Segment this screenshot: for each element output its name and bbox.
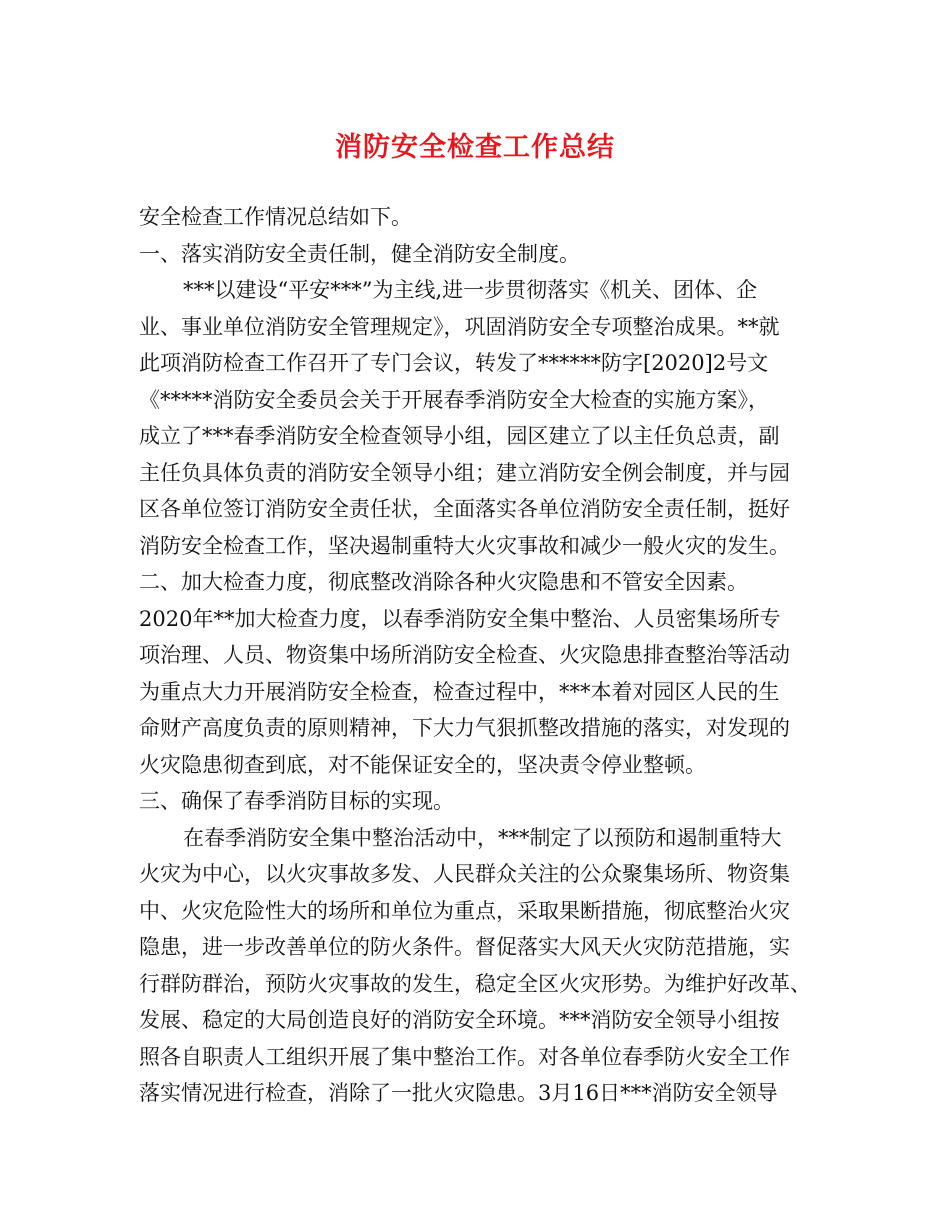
body-line: 区各单位签订消防安全责任状，全面落实各单位消防安全责任制，挺好 (139, 497, 790, 521)
body-line: 项治理、人员、物资集中场所消防安全检查、火灾隐患排查整治等活动 (139, 643, 790, 667)
body-line: 成立了***春季消防安全检查领导小组，园区建立了以主任负总责，副 (139, 424, 780, 448)
body-line: 业、事业单位消防安全管理规定》，巩固消防安全专项整治成果。**就 (139, 314, 780, 339)
body-line: 为重点大力开展消防安全检查，检查过程中，***本着对园区人民的生 (139, 679, 780, 704)
body-line: 在春季消防安全集中整治活动中，***制定了以预防和遏制重特大 (183, 825, 782, 850)
body-line: 隐患，进一步改善单位的防火条件。督促落实大风天火灾防范措施，实 (139, 935, 790, 959)
body-line: ***以建设“平安***”为主线,进一步贯彻落实《机关、团体、企 (183, 278, 758, 302)
body-line: 此项消防检查工作召开了专门会议，转发了******防字[2020]2号文 (139, 351, 769, 375)
body-line: 命财产高度负责的原则精神，下大力气狠抓整改措施的落实，对发现的 (139, 716, 790, 740)
body-line: 消防安全检查工作，坚决遏制重特大火灾事故和减少一般火灾的发生。 (139, 533, 790, 558)
body-line: 主任负具体负责的消防安全领导小组；建立消防安全例会制度，并与园 (139, 460, 790, 485)
body-line: 落实情况进行检查，消除了一批火灾隐患。3月16日***消防安全领导 (139, 1081, 778, 1105)
document-title: 消防安全检查工作总结 (335, 132, 615, 163)
body-line: 《*****消防安全委员会关于开展春季消防安全大检查的实施方案》， (139, 387, 769, 412)
body-line: 一、落实消防安全责任制，健全消防安全制度。 (139, 241, 580, 266)
body-line: 安全检查工作情况总结如下。 (139, 205, 412, 229)
body-line: 火灾隐患彻查到底，对不能保证安全的，坚决责令停业整顿。 (139, 752, 706, 777)
body-line: 中、火灾危险性大的场所和单位为重点，采取果断措施，彻底整治火灾 (139, 898, 790, 923)
body-line: 2020年**加大检查力度，以春季消防安全集中整治、人员密集场所专 (139, 606, 781, 631)
body-line: 照各自职责人工组织开展了集中整治工作。对各单位春季防火安全工作 (139, 1044, 790, 1069)
body-line: 三、确保了春季消防目标的实现。 (139, 789, 454, 813)
body-line: 二、加大检查力度，彻底整改消除各种火灾隐患和不管安全因素。 (139, 570, 748, 594)
document-body (139, 199, 829, 1112)
body-line: 行群防群治，预防火灾事故的发生，稳定全区火灾形势。为维护好改革、 (139, 971, 811, 996)
body-line: 火灾为中心，以火灾事故多发、人民群众关注的公众聚集场所、物资集 (139, 862, 790, 886)
body-line: 发展、稳定的大局创造良好的消防安全环境。***消防安全领导小组按 (139, 1008, 780, 1032)
